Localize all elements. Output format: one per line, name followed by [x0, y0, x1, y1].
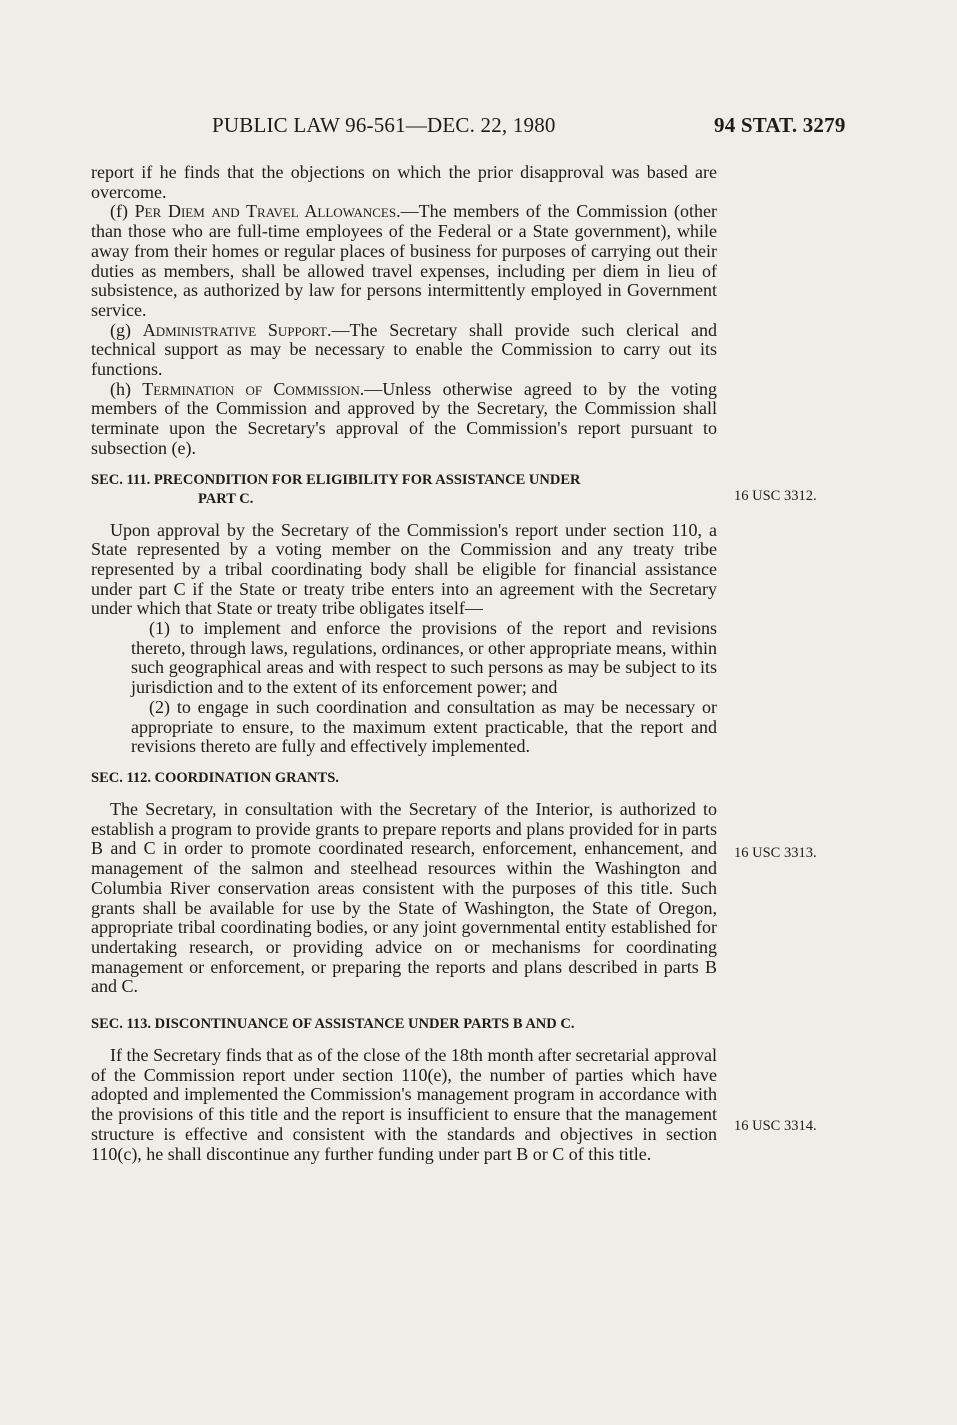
section-111-heading: [91, 471, 717, 509]
subsection-f-label: (f): [110, 201, 135, 222]
subsection-f-heading: Per Diem and Travel Allowances: [134, 201, 397, 222]
subsection-g-label: (g): [110, 319, 143, 340]
running-head-title: PUBLIC LAW 96-561—DEC. 22, 1980: [212, 113, 556, 137]
continued-paragraph: report if he finds that the objections on which the prior disapproval was based are overcome.: [91, 162, 717, 202]
subsection-f: [91, 202, 717, 320]
margin-note-sec112: 16 USC 3313.: [734, 845, 817, 861]
subsection-h-heading: Termination of Commission: [142, 378, 360, 399]
section-111-list: [91, 619, 717, 757]
margin-note-sec113: 16 USC 3314.: [734, 1118, 817, 1134]
section-111-text: Upon approval by the Secretary of the Commission's report under section 110, a State represented by a voting member on the Commission and any treaty tribe represented by a tribal coordinating body shall be eligible for financial assistance under part C if the State or treaty tribe enters into an agreement with the Secretary under which that State or treaty tribe obligates itself—: [91, 519, 717, 619]
margin-note-sec111: 16 USC 3312.: [734, 488, 817, 504]
running-head: [0, 113, 957, 143]
subsection-h-label: (h): [110, 378, 143, 399]
section-111-heading-line1: SEC. 111. PRECONDITION FOR ELIGIBILITY FOR ASSISTANCE UNDER: [91, 471, 581, 488]
subsection-h-text: .—Unless otherwise agreed to by the voting members of the Commission and approved by the Secretary, the Commission shall terminate upon the Secretary's approval of the Commission's report pursuant to subsection (e).: [91, 378, 718, 458]
text-column: [91, 163, 717, 1164]
subsection-g-text: .—The Secretary shall provide such clerical and technical support as may be necessary to enable the Commission to carry out its functions.: [91, 319, 717, 380]
section-111-item-2: (2) to engage in such coordination and consultation as may be necessary or appropriate to ensure, to the maximum extent practicable, that the report and revisions thereto are fully and effectively implemented.: [131, 696, 717, 757]
subsection-h: [91, 380, 717, 459]
section-111-item-1: (1) to implement and enforce the provisions of the report and revisions thereto, through laws, regulations, ordinances, or other appropriate means, within such geographical areas and with respect to such persons as may be subject to its jurisdiction and to the extent of its enforcement power; and: [131, 618, 717, 698]
statute-page-number: 94 STAT. 3279: [714, 113, 846, 137]
subsection-g-heading: Administrative Support: [142, 319, 327, 340]
section-113-heading: SEC. 113. DISCONTINUANCE OF ASSISTANCE UNDER PARTS B AND C.: [91, 1016, 575, 1033]
section-112-text: The Secretary, in consultation with the Secretary of the Interior, is authorized to establish a program to provide grants to prepare reports and plans provided for in parts B and C in order to promote coordinated research, enforcement, enhancement, and management of the salmon and steelhead resources within the Washington and Columbia River conservation areas consistent with the purposes of this title. Such grants shall be available for use by the State of Washington, the State of Oregon, appropriate tribal coordinating bodies, or any joint governmental entity established for undertaking research, or providing advice on or mechanisms for coordinating management or enforcement, or preparing the reports and plans described in parts B and C.: [91, 798, 717, 997]
section-113-text: If the Secretary finds that as of the close of the 18th month after secretarial approval of the Commission report under section 110(e), the number of parties which have adopted and implemented the Commission's management program in accordance with the provisions of this title and the report is insufficient to ensure that the management structure is effective and consistent with the standards and objectives in section 110(c), he shall discontinue any further funding under part B or C of this title.: [91, 1045, 717, 1164]
subsection-f-text: .—The members of the Commission (other than those who are full-time employees of the Federal or a State government), while away from their homes or regular places of business for purposes of carrying out their duties as members, shall be allowed travel expenses, including per diem in lieu of subsistence, as authorized by law for persons intermittently employed in Government service.: [91, 201, 717, 320]
subsection-g: [91, 321, 717, 380]
section-112-heading: SEC. 112. COORDINATION GRANTS.: [91, 769, 339, 786]
section-111-heading-line2: PART C.: [198, 490, 254, 507]
